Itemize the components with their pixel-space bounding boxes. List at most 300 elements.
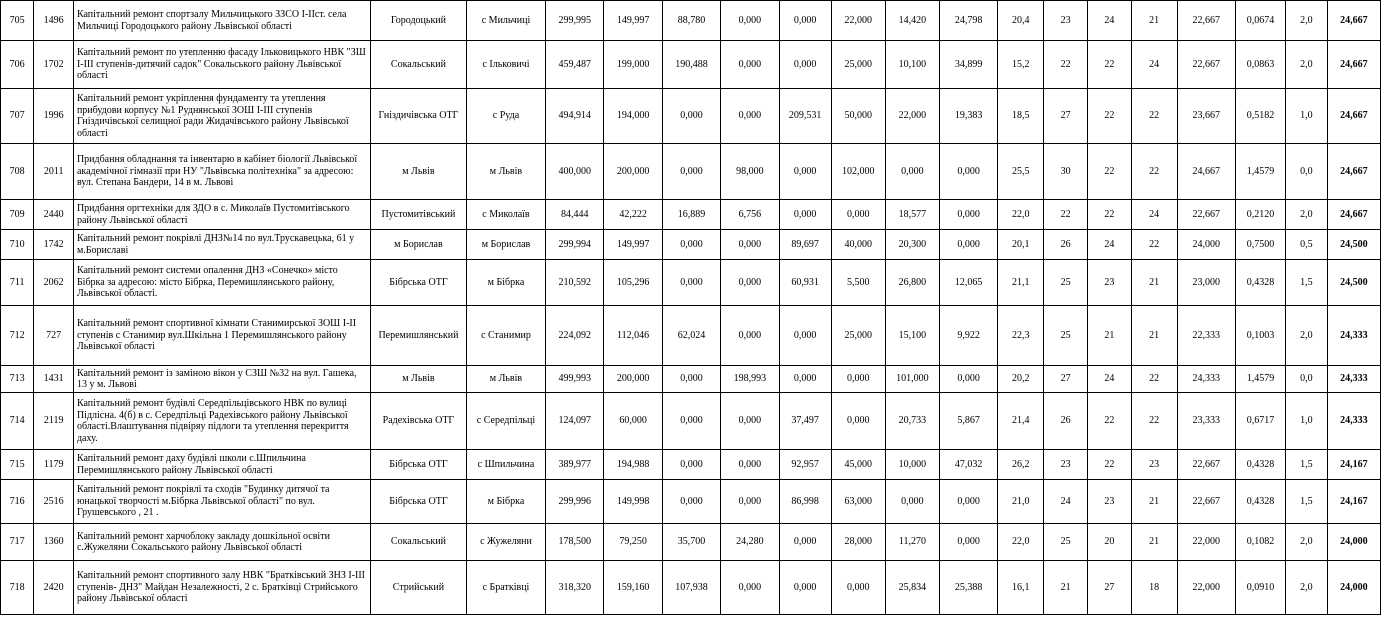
value-cell-c10: 23 <box>1044 450 1088 480</box>
value-cell-c13: 24,000 <box>1177 230 1235 260</box>
value-cell-c5: 0,000 <box>779 200 831 230</box>
value-cell-c12: 21 <box>1131 306 1177 366</box>
value-cell-c10: 25 <box>1044 524 1088 561</box>
project-id-cell: 2440 <box>34 200 74 230</box>
value-cell-c1: 459,487 <box>546 41 604 89</box>
value-cell-c13: 22,000 <box>1177 524 1235 561</box>
value-cell-c3: 0,000 <box>662 450 720 480</box>
table-row <box>1 450 1381 480</box>
value-cell-c10: 21 <box>1044 561 1088 615</box>
value-cell-c9: 21,0 <box>998 480 1044 524</box>
value-cell-c7: 101,000 <box>885 366 939 393</box>
settlement-cell: с Мильчиці <box>466 1 545 41</box>
value-cell-c5: 0,000 <box>779 144 831 200</box>
project-description-cell: Капітальний ремонт системи опалення ДНЗ «Сонечко» місто Бібрка за адресою: місто Бібрка, Перемишлянського району, Львівської області. <box>73 260 370 306</box>
value-cell-c4: 0,000 <box>721 561 779 615</box>
project-description-cell: Капітальний ремонт покрівлі та сходів "Будинку дитячої та юнацької творчості м.Бібрка Львівської області" по вул. Грушевського , 21 . <box>73 480 370 524</box>
value-cell-c5: 209,531 <box>779 89 831 144</box>
value-cell-c1: 210,592 <box>546 260 604 306</box>
row-number-cell: 711 <box>1 260 34 306</box>
table-row <box>1 524 1381 561</box>
value-cell-c9: 16,1 <box>998 561 1044 615</box>
total-score-cell: 24,167 <box>1327 480 1380 524</box>
value-cell-c8: 0,000 <box>940 200 998 230</box>
value-cell-c14: 0,4328 <box>1235 260 1285 306</box>
value-cell-c4: 0,000 <box>721 306 779 366</box>
value-cell-c15: 2,0 <box>1285 200 1327 230</box>
district-cell: Перемишлянський <box>370 306 466 366</box>
settlement-cell: с Миколаїв <box>466 200 545 230</box>
value-cell-c4: 0,000 <box>721 230 779 260</box>
value-cell-c12: 22 <box>1131 144 1177 200</box>
district-cell: Стрийський <box>370 561 466 615</box>
value-cell-c5: 89,697 <box>779 230 831 260</box>
value-cell-c6: 40,000 <box>831 230 885 260</box>
value-cell-c7: 18,577 <box>885 200 939 230</box>
value-cell-c5: 60,931 <box>779 260 831 306</box>
project-description-cell: Капітальний ремонт укріплення фундаменту та утеплення прибудови корпусу №1 Руднянської ЗОШ І-ІІІ ступенів Гніздичівської селищної ради Жидачівського району Львівської області <box>73 89 370 144</box>
value-cell-c4: 0,000 <box>721 89 779 144</box>
row-number-cell: 705 <box>1 1 34 41</box>
value-cell-c15: 0,0 <box>1285 366 1327 393</box>
total-score-cell: 24,000 <box>1327 524 1380 561</box>
district-cell: Бібрська ОТГ <box>370 260 466 306</box>
value-cell-c9: 22,0 <box>998 200 1044 230</box>
value-cell-c12: 22 <box>1131 393 1177 450</box>
table-body <box>1 1 1381 615</box>
project-description-cell: Капітальний ремонт по утепленню фасаду Ільковицького НВК "ЗШ І-ІІІ ступенів-дитячий садок" Сокальського району Львівської області <box>73 41 370 89</box>
value-cell-c13: 22,333 <box>1177 306 1235 366</box>
value-cell-c2: 194,988 <box>604 450 662 480</box>
district-cell: Гніздичівська ОТГ <box>370 89 466 144</box>
value-cell-c10: 22 <box>1044 41 1088 89</box>
row-number-cell: 717 <box>1 524 34 561</box>
settlement-cell: м Бібрка <box>466 480 545 524</box>
value-cell-c6: 0,000 <box>831 393 885 450</box>
value-cell-c3: 0,000 <box>662 144 720 200</box>
value-cell-c13: 23,667 <box>1177 89 1235 144</box>
value-cell-c15: 0,0 <box>1285 144 1327 200</box>
project-id-cell: 1742 <box>34 230 74 260</box>
value-cell-c5: 0,000 <box>779 524 831 561</box>
value-cell-c11: 22 <box>1087 144 1131 200</box>
value-cell-c7: 15,100 <box>885 306 939 366</box>
value-cell-c14: 0,7500 <box>1235 230 1285 260</box>
value-cell-c14: 0,4328 <box>1235 450 1285 480</box>
district-cell: Городоцький <box>370 1 466 41</box>
value-cell-c9: 21,4 <box>998 393 1044 450</box>
value-cell-c13: 22,667 <box>1177 41 1235 89</box>
value-cell-c6: 25,000 <box>831 306 885 366</box>
value-cell-c1: 224,092 <box>546 306 604 366</box>
project-description-cell: Капітальний ремонт покрівлі ДНЗ№14 по вул.Трускавецька, 61 у м.Бориславі <box>73 230 370 260</box>
value-cell-c1: 299,996 <box>546 480 604 524</box>
value-cell-c3: 0,000 <box>662 260 720 306</box>
value-cell-c1: 84,444 <box>546 200 604 230</box>
total-score-cell: 24,667 <box>1327 89 1380 144</box>
value-cell-c15: 1,0 <box>1285 89 1327 144</box>
table-row <box>1 1 1381 41</box>
value-cell-c2: 200,000 <box>604 366 662 393</box>
project-description-cell: Капітальний ремонт даху будівлі школи с.Шпильчина Перемишлянського району Львівської області <box>73 450 370 480</box>
project-id-cell: 2011 <box>34 144 74 200</box>
total-score-cell: 24,500 <box>1327 260 1380 306</box>
value-cell-c8: 0,000 <box>940 480 998 524</box>
value-cell-c7: 0,000 <box>885 480 939 524</box>
value-cell-c1: 318,320 <box>546 561 604 615</box>
value-cell-c12: 22 <box>1131 366 1177 393</box>
value-cell-c1: 299,995 <box>546 1 604 41</box>
value-cell-c8: 19,383 <box>940 89 998 144</box>
value-cell-c12: 22 <box>1131 89 1177 144</box>
value-cell-c3: 88,780 <box>662 1 720 41</box>
value-cell-c13: 24,333 <box>1177 366 1235 393</box>
value-cell-c14: 0,5182 <box>1235 89 1285 144</box>
value-cell-c10: 25 <box>1044 306 1088 366</box>
value-cell-c1: 499,993 <box>546 366 604 393</box>
value-cell-c8: 47,032 <box>940 450 998 480</box>
row-number-cell: 710 <box>1 230 34 260</box>
value-cell-c5: 0,000 <box>779 41 831 89</box>
settlement-cell: с Середпільці <box>466 393 545 450</box>
value-cell-c11: 24 <box>1087 1 1131 41</box>
value-cell-c10: 22 <box>1044 200 1088 230</box>
value-cell-c12: 21 <box>1131 524 1177 561</box>
project-description-cell: Придбання обладнання та інвентарю в кабінет біології Львівської академічної гімназії при НУ "Львівська політехніка" за адресою: вул. Степана Бандери, 14 в м. Львові <box>73 144 370 200</box>
value-cell-c12: 23 <box>1131 450 1177 480</box>
project-id-cell: 2062 <box>34 260 74 306</box>
value-cell-c9: 26,2 <box>998 450 1044 480</box>
value-cell-c5: 86,998 <box>779 480 831 524</box>
value-cell-c13: 22,667 <box>1177 450 1235 480</box>
row-number-cell: 708 <box>1 144 34 200</box>
value-cell-c7: 22,000 <box>885 89 939 144</box>
value-cell-c3: 16,889 <box>662 200 720 230</box>
value-cell-c4: 0,000 <box>721 41 779 89</box>
value-cell-c3: 0,000 <box>662 393 720 450</box>
value-cell-c15: 1,5 <box>1285 450 1327 480</box>
value-cell-c8: 5,867 <box>940 393 998 450</box>
value-cell-c14: 0,4328 <box>1235 480 1285 524</box>
value-cell-c10: 27 <box>1044 366 1088 393</box>
project-id-cell: 727 <box>34 306 74 366</box>
total-score-cell: 24,000 <box>1327 561 1380 615</box>
value-cell-c11: 22 <box>1087 41 1131 89</box>
value-cell-c11: 22 <box>1087 393 1131 450</box>
value-cell-c8: 0,000 <box>940 366 998 393</box>
table-row <box>1 366 1381 393</box>
value-cell-c12: 24 <box>1131 41 1177 89</box>
value-cell-c10: 25 <box>1044 260 1088 306</box>
total-score-cell: 24,333 <box>1327 306 1380 366</box>
value-cell-c6: 102,000 <box>831 144 885 200</box>
value-cell-c2: 199,000 <box>604 41 662 89</box>
value-cell-c13: 24,667 <box>1177 144 1235 200</box>
value-cell-c10: 26 <box>1044 393 1088 450</box>
value-cell-c7: 10,100 <box>885 41 939 89</box>
settlement-cell: с Станимир <box>466 306 545 366</box>
value-cell-c7: 25,834 <box>885 561 939 615</box>
value-cell-c6: 0,000 <box>831 200 885 230</box>
row-number-cell: 713 <box>1 366 34 393</box>
value-cell-c10: 24 <box>1044 480 1088 524</box>
table-row <box>1 200 1381 230</box>
value-cell-c5: 0,000 <box>779 306 831 366</box>
value-cell-c2: 200,000 <box>604 144 662 200</box>
value-cell-c9: 20,1 <box>998 230 1044 260</box>
value-cell-c11: 24 <box>1087 230 1131 260</box>
value-cell-c14: 0,0910 <box>1235 561 1285 615</box>
value-cell-c15: 2,0 <box>1285 41 1327 89</box>
total-score-cell: 24,667 <box>1327 41 1380 89</box>
district-cell: Сокальський <box>370 524 466 561</box>
district-cell: Радехівська ОТГ <box>370 393 466 450</box>
row-number-cell: 706 <box>1 41 34 89</box>
value-cell-c3: 35,700 <box>662 524 720 561</box>
value-cell-c4: 0,000 <box>721 450 779 480</box>
value-cell-c3: 107,938 <box>662 561 720 615</box>
row-number-cell: 712 <box>1 306 34 366</box>
value-cell-c12: 21 <box>1131 260 1177 306</box>
value-cell-c15: 2,0 <box>1285 561 1327 615</box>
project-id-cell: 2516 <box>34 480 74 524</box>
project-description-cell: Придбання оргтехніки для ЗДО в с. Миколаїв Пустомитівського району Львівської області <box>73 200 370 230</box>
settlement-cell: с Руда <box>466 89 545 144</box>
row-number-cell: 716 <box>1 480 34 524</box>
value-cell-c11: 22 <box>1087 89 1131 144</box>
row-number-cell: 714 <box>1 393 34 450</box>
value-cell-c11: 21 <box>1087 306 1131 366</box>
table-row <box>1 306 1381 366</box>
value-cell-c13: 23,000 <box>1177 260 1235 306</box>
table-row <box>1 89 1381 144</box>
total-score-cell: 24,667 <box>1327 1 1380 41</box>
value-cell-c6: 28,000 <box>831 524 885 561</box>
value-cell-c15: 0,5 <box>1285 230 1327 260</box>
value-cell-c4: 24,280 <box>721 524 779 561</box>
value-cell-c10: 23 <box>1044 1 1088 41</box>
value-cell-c14: 0,0674 <box>1235 1 1285 41</box>
total-score-cell: 24,167 <box>1327 450 1380 480</box>
value-cell-c5: 0,000 <box>779 1 831 41</box>
value-cell-c3: 62,024 <box>662 306 720 366</box>
value-cell-c3: 0,000 <box>662 366 720 393</box>
project-id-cell: 1996 <box>34 89 74 144</box>
value-cell-c2: 105,296 <box>604 260 662 306</box>
value-cell-c6: 22,000 <box>831 1 885 41</box>
value-cell-c13: 22,667 <box>1177 1 1235 41</box>
value-cell-c15: 1,5 <box>1285 260 1327 306</box>
value-cell-c3: 190,488 <box>662 41 720 89</box>
value-cell-c8: 25,388 <box>940 561 998 615</box>
value-cell-c7: 0,000 <box>885 144 939 200</box>
value-cell-c2: 42,222 <box>604 200 662 230</box>
settlement-cell: м Львів <box>466 366 545 393</box>
project-description-cell: Капітальний ремонт спортзалу Мильчицького ЗЗСО І-ІІст. села Мильчиці Городоцького району Львівської області <box>73 1 370 41</box>
value-cell-c1: 494,914 <box>546 89 604 144</box>
value-cell-c4: 0,000 <box>721 393 779 450</box>
value-cell-c11: 23 <box>1087 260 1131 306</box>
value-cell-c5: 0,000 <box>779 561 831 615</box>
value-cell-c7: 20,300 <box>885 230 939 260</box>
value-cell-c7: 10,000 <box>885 450 939 480</box>
table-row <box>1 480 1381 524</box>
value-cell-c13: 22,667 <box>1177 480 1235 524</box>
value-cell-c8: 9,922 <box>940 306 998 366</box>
total-score-cell: 24,333 <box>1327 366 1380 393</box>
value-cell-c11: 23 <box>1087 480 1131 524</box>
district-cell: м Борислав <box>370 230 466 260</box>
value-cell-c1: 299,994 <box>546 230 604 260</box>
value-cell-c9: 20,2 <box>998 366 1044 393</box>
value-cell-c12: 21 <box>1131 480 1177 524</box>
value-cell-c6: 50,000 <box>831 89 885 144</box>
row-number-cell: 707 <box>1 89 34 144</box>
value-cell-c14: 0,2120 <box>1235 200 1285 230</box>
value-cell-c11: 24 <box>1087 366 1131 393</box>
value-cell-c2: 149,998 <box>604 480 662 524</box>
total-score-cell: 24,667 <box>1327 200 1380 230</box>
value-cell-c4: 0,000 <box>721 480 779 524</box>
value-cell-c11: 20 <box>1087 524 1131 561</box>
value-cell-c14: 0,1082 <box>1235 524 1285 561</box>
value-cell-c5: 92,957 <box>779 450 831 480</box>
table-row <box>1 260 1381 306</box>
value-cell-c13: 23,333 <box>1177 393 1235 450</box>
value-cell-c8: 12,065 <box>940 260 998 306</box>
value-cell-c9: 21,1 <box>998 260 1044 306</box>
value-cell-c15: 2,0 <box>1285 1 1327 41</box>
value-cell-c12: 18 <box>1131 561 1177 615</box>
value-cell-c8: 0,000 <box>940 144 998 200</box>
value-cell-c11: 22 <box>1087 200 1131 230</box>
value-cell-c14: 0,1003 <box>1235 306 1285 366</box>
settlement-cell: с Жужеляни <box>466 524 545 561</box>
value-cell-c15: 1,0 <box>1285 393 1327 450</box>
settlement-cell: с Шпильчина <box>466 450 545 480</box>
value-cell-c2: 159,160 <box>604 561 662 615</box>
table-row <box>1 144 1381 200</box>
value-cell-c6: 45,000 <box>831 450 885 480</box>
value-cell-c10: 26 <box>1044 230 1088 260</box>
value-cell-c6: 63,000 <box>831 480 885 524</box>
value-cell-c8: 34,899 <box>940 41 998 89</box>
value-cell-c2: 79,250 <box>604 524 662 561</box>
table-row <box>1 393 1381 450</box>
table-row <box>1 561 1381 615</box>
project-id-cell: 1702 <box>34 41 74 89</box>
value-cell-c14: 0,0863 <box>1235 41 1285 89</box>
value-cell-c12: 21 <box>1131 1 1177 41</box>
table-row <box>1 230 1381 260</box>
value-cell-c14: 1,4579 <box>1235 366 1285 393</box>
value-cell-c12: 24 <box>1131 200 1177 230</box>
project-description-cell: Капітальний ремонт із заміною вікон у СЗШ №32 на вул. Гашека, 13 у м. Львові <box>73 366 370 393</box>
project-description-cell: Капітальний ремонт харчоблоку закладу дошкільної освіти с.Жужеляни Сокальського району Львівської області <box>73 524 370 561</box>
value-cell-c1: 389,977 <box>546 450 604 480</box>
value-cell-c10: 30 <box>1044 144 1088 200</box>
value-cell-c6: 25,000 <box>831 41 885 89</box>
value-cell-c11: 22 <box>1087 450 1131 480</box>
value-cell-c1: 178,500 <box>546 524 604 561</box>
value-cell-c5: 37,497 <box>779 393 831 450</box>
value-cell-c9: 25,5 <box>998 144 1044 200</box>
value-cell-c8: 0,000 <box>940 230 998 260</box>
value-cell-c9: 18,5 <box>998 89 1044 144</box>
district-cell: м Львів <box>370 366 466 393</box>
project-description-cell: Капітальний ремонт будівлі Середпільцівського НВК по вулиці Підлісна. 4(б) в с. Середпільці Радехівського району Львівської області.Влаштування підвіряу підлоги та утеплення перекриття даху. <box>73 393 370 450</box>
total-score-cell: 24,333 <box>1327 393 1380 450</box>
value-cell-c9: 20,4 <box>998 1 1044 41</box>
project-id-cell: 1431 <box>34 366 74 393</box>
district-cell: Пустомитівський <box>370 200 466 230</box>
value-cell-c14: 0,6717 <box>1235 393 1285 450</box>
settlement-cell: м Бібрка <box>466 260 545 306</box>
value-cell-c13: 22,000 <box>1177 561 1235 615</box>
project-id-cell: 1360 <box>34 524 74 561</box>
value-cell-c6: 0,000 <box>831 561 885 615</box>
value-cell-c2: 60,000 <box>604 393 662 450</box>
value-cell-c3: 0,000 <box>662 230 720 260</box>
value-cell-c14: 1,4579 <box>1235 144 1285 200</box>
project-description-cell: Капітальний ремонт спортивного залу НВК "Братківський ЗНЗ І-ІІІ ступенів- ДНЗ" Майдан Незалежності, 2 с. Братківці Стрийського району Львівської області <box>73 561 370 615</box>
value-cell-c12: 22 <box>1131 230 1177 260</box>
value-cell-c4: 0,000 <box>721 1 779 41</box>
value-cell-c1: 124,097 <box>546 393 604 450</box>
total-score-cell: 24,500 <box>1327 230 1380 260</box>
total-score-cell: 24,667 <box>1327 144 1380 200</box>
value-cell-c4: 0,000 <box>721 260 779 306</box>
project-id-cell: 2420 <box>34 561 74 615</box>
value-cell-c13: 22,667 <box>1177 200 1235 230</box>
value-cell-c1: 400,000 <box>546 144 604 200</box>
value-cell-c8: 0,000 <box>940 524 998 561</box>
project-id-cell: 2119 <box>34 393 74 450</box>
project-description-cell: Капітальний ремонт спортивної кімнати Станимирської ЗОШ І-ІІ ступенів с Станимир вул.Шкільна 1 Перемишлянського району Львівської області <box>73 306 370 366</box>
value-cell-c10: 27 <box>1044 89 1088 144</box>
project-id-cell: 1496 <box>34 1 74 41</box>
row-number-cell: 709 <box>1 200 34 230</box>
settlement-cell: с Ільковичі <box>466 41 545 89</box>
value-cell-c9: 22,0 <box>998 524 1044 561</box>
value-cell-c4: 98,000 <box>721 144 779 200</box>
row-number-cell: 718 <box>1 561 34 615</box>
value-cell-c9: 15,2 <box>998 41 1044 89</box>
district-cell: Бібрська ОТГ <box>370 480 466 524</box>
value-cell-c15: 2,0 <box>1285 524 1327 561</box>
value-cell-c6: 0,000 <box>831 366 885 393</box>
value-cell-c8: 24,798 <box>940 1 998 41</box>
value-cell-c4: 198,993 <box>721 366 779 393</box>
value-cell-c7: 26,800 <box>885 260 939 306</box>
value-cell-c9: 22,3 <box>998 306 1044 366</box>
settlement-cell: м Львів <box>466 144 545 200</box>
row-number-cell: 715 <box>1 450 34 480</box>
district-cell: м Львів <box>370 144 466 200</box>
value-cell-c11: 27 <box>1087 561 1131 615</box>
table-row <box>1 41 1381 89</box>
project-id-cell: 1179 <box>34 450 74 480</box>
value-cell-c2: 149,997 <box>604 230 662 260</box>
value-cell-c7: 11,270 <box>885 524 939 561</box>
value-cell-c7: 20,733 <box>885 393 939 450</box>
value-cell-c7: 14,420 <box>885 1 939 41</box>
value-cell-c2: 112,046 <box>604 306 662 366</box>
value-cell-c5: 0,000 <box>779 366 831 393</box>
value-cell-c3: 0,000 <box>662 89 720 144</box>
settlement-cell: м Борислав <box>466 230 545 260</box>
value-cell-c2: 194,000 <box>604 89 662 144</box>
